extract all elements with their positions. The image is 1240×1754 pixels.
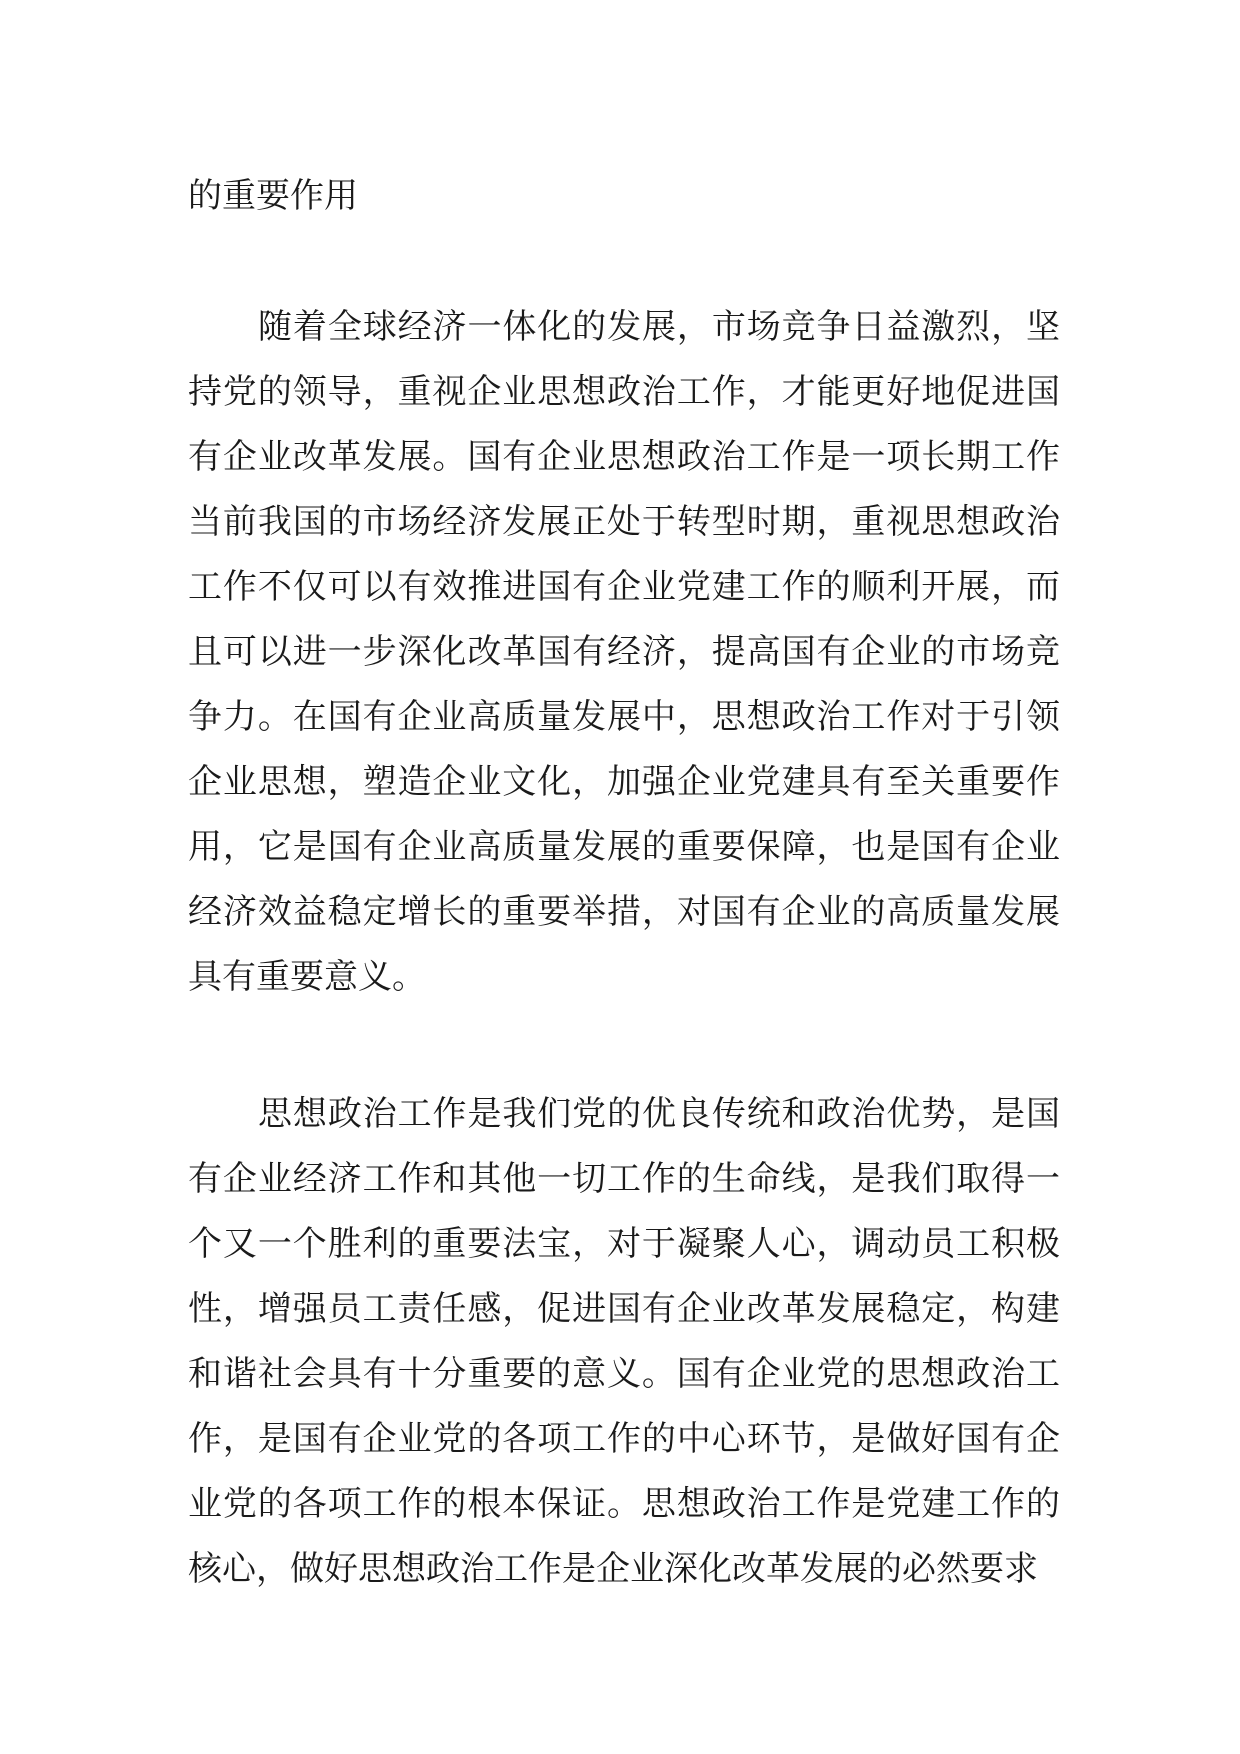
text-line: 且可以进一步深化改革国有经济，提高国有企业的市场竞 [188,632,1060,672]
text-line: 具有重要意义。 [188,957,426,997]
text-line: 经济效益稳定增长的重要举措，对国有企业的高质量发展 [188,892,1060,932]
text-line: 企业思想，塑造企业文化，加强企业党建具有至关重要作 [188,762,1060,802]
text-line: 争力。在国有企业高质量发展中，思想政治工作对于引领 [188,697,1060,737]
text-line: 有企业改革发展。国有企业思想政治工作是一项长期工作 [188,437,1060,477]
text-line: 性，增强员工责任感，促进国有企业改革发展稳定，构建 [188,1289,1060,1329]
text-line: 个又一个胜利的重要法宝，对于凝聚人心，调动员工积极 [188,1224,1060,1264]
text-line: 业党的各项工作的根本保证。思想政治工作是党建工作的 [188,1484,1060,1524]
text-line: 随着全球经济一体化的发展，市场竞争日益激烈，坚 [258,307,1060,347]
text-line: 当前我国的市场经济发展正处于转型时期，重视思想政治 [188,502,1060,542]
text-line: 作，是国有企业党的各项工作的中心环节，是做好国有企 [188,1419,1060,1459]
text-line: 工作不仅可以有效推进国有企业党建工作的顺利开展，而 [188,567,1060,607]
text-line: 核心，做好思想政治工作是企业深化改革发展的必然要求 [188,1549,1038,1589]
text-line: 有企业经济工作和其他一切工作的生命线，是我们取得一 [188,1159,1060,1199]
text-line: 和谐社会具有十分重要的意义。国有企业党的思想政治工 [188,1354,1060,1394]
continued-heading-fragment [188,164,1060,229]
text-line: 持党的领导，重视企业思想政治工作，才能更好地促进国 [188,372,1060,412]
text-line: 用，它是国有企业高质量发展的重要保障，也是国有企业 [188,827,1060,867]
text-line: 的重要作用 [188,176,358,216]
paragraph-1 [188,295,1060,1010]
text-line: 思想政治工作是我们党的优良传统和政治优势，是国 [258,1094,1060,1134]
paragraph-2 [188,1082,1060,1602]
